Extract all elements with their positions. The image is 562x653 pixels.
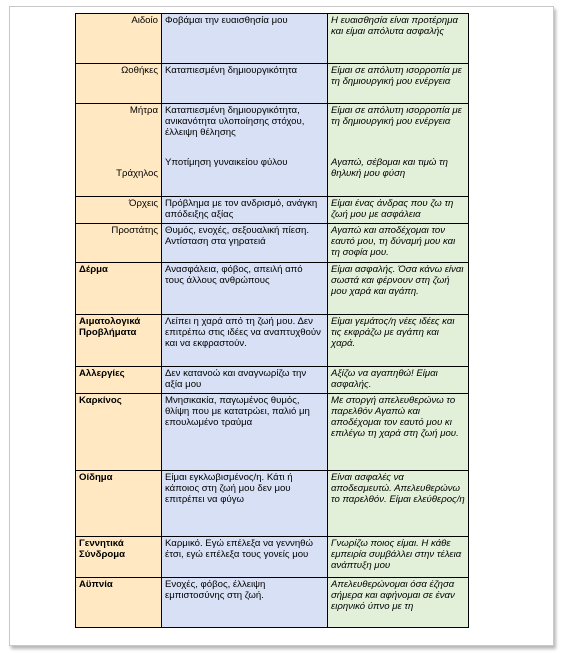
affirmation-cell: Αγαπώ και αποδέχομαι τον εαυτό μου, τη δύναμή μου και τη σοφία μου. [328,224,469,263]
table-row [76,537,469,578]
cause-cell: Θυμός, ενοχές, σεξουαλική πίεση. Αντίσταση στα γηρατειά [162,224,328,263]
table-row [76,578,469,628]
organ-cell: Αιδοίο [76,14,162,64]
affirmation-cell: Είναι ασφαλές να αποδεσμευτώ. Απελευθερώνω το παρελθόν. Είμαι ελεύθερος/η [328,471,469,537]
table-row [76,367,469,394]
affirmation-cell: Γνωρίζω ποιος είμαι. Η κάθε εμπειρία συμβάλλει στην τέλεια ανάπτυξη μου [328,537,469,578]
organ-cell: Αιματολογικά Προβλήματα [76,315,162,367]
document-page [9,6,554,646]
cause-cell: Μνησικακία, παγωμένος θυμός, θλίψη που με κατατρώει, παλιό μη επουλωμένο τραύμα [162,394,328,471]
organ-cell: Καρκίνος [76,394,162,471]
affirmation-cell: Αξίζω να αγαπηθώ! Είμαι ασφαλής. [328,367,469,394]
table-row [76,315,469,367]
cause-text: Καταπιεσμένη δημιουργικότητα, ανικανότητα υλοποίησης στόχου, έλλειψη θέλησης [165,105,305,139]
organ-label: Μήτρα [129,105,158,116]
affirmation-cell: Με στοργή απελευθερώνω το παρελθόν Αγαπώ και αποδέχομαι τον εαυτό μου κι επιλέγω τη χαρά στη ζωή μου. [328,394,469,471]
table-row [76,394,469,471]
affirmation-cell: Είμαι σε απόλυτη ισορροπία με τη δημιουργική μου ενέργεια [328,64,469,104]
cause-cell: Λείπει η χαρά από τη ζωή μου. Δεν επιτρέπω στις ιδέες να αναπτυχθούν και να εκφραστούν. [162,315,328,367]
cause-cell: Δεν κατανοώ και αναγνωρίζω την αξία μου [162,367,328,394]
table-row [76,104,469,197]
affirmation-cell: Απελευθερώνομαι όσα έζησα σήμερα και αφήνομαι σε έναν ειρηνικό ύπνο με τη [328,578,469,628]
organ-cell: Όρχεις [76,197,162,224]
cause-cell [162,104,328,197]
affirmation-cell: Είμαι ασφαλής. Όσα κάνω είναι σωστά και φέρνουν στη ζωή μου χαρά και αγάπη. [328,263,469,315]
affirmation-cell: Είμαι ένας άνδρας που ζω τη ζωή μου με ασφάλεια [328,197,469,224]
organ-cell: Ωοθήκες [76,64,162,104]
cause-cell: Καρμικό. Εγώ επέλεξα να γεννηθώ έτσι, εγώ επέλεξα τους γονείς μου [162,537,328,578]
table-row [76,64,469,104]
cause-cell: Ενοχές, φόβος, έλλειψη εμπιστοσύνης στη ζωή. [162,578,328,628]
table-row [76,14,469,64]
affirmation-text: Αγαπώ, σέβομαι και τιμώ τη θηλυκή μου φύση [331,157,448,180]
organ-cell: Δέρμα [76,263,162,315]
organ-cell: Αλλεργίες [76,367,162,394]
cause-cell: Καταπιεσμένη δημιουργικότητα [162,64,328,104]
organ-label: Τράχηλος [116,168,158,180]
table-row [76,471,469,537]
affirmation-cell: Είμαι γεμάτος/η νέες ιδέες και τις εκφράζω με αγάπη και χαρά. [328,315,469,367]
affirmation-cell [328,104,469,197]
symptoms-table [75,13,469,628]
cause-cell: Φοβάμαι την ευαισθησία μου [162,14,328,64]
affirmation-text: Είμαι σε απόλυτη ισορροπία με τη δημιουργική μου ενέργεια [331,105,462,128]
table-row [76,224,469,263]
organ-cell: Οίδημα [76,471,162,537]
cause-cell: Είμαι εγκλωβισμένος/η. Κάτι ή κάποιος στη ζωή μου δεν μου επιτρέπει να φύγω [162,471,328,537]
cause-cell: Πρόβλημα με τον ανδρισμό, ανάγκη απόδειξης αξίας [162,197,328,224]
cause-cell: Ανασφάλεια, φόβος, απειλή από τους άλλους ανθρώπους [162,263,328,315]
organ-cell: Γεννητικά Σύνδρομα [76,537,162,578]
spacer [165,138,324,157]
organ-cell: Αϋπνία [76,578,162,628]
spacer [79,116,158,168]
table-row [76,197,469,224]
table-row [76,263,469,315]
spacer [331,127,465,157]
affirmation-cell: Η ευαισθησία είναι προτέρημα και είμαι απόλυτα ασφαλής [328,14,469,64]
organ-cell: Προστάτης [76,224,162,263]
organ-cell [76,104,162,197]
cause-text: Υποτίμηση γυναικείου φύλου [165,157,288,169]
